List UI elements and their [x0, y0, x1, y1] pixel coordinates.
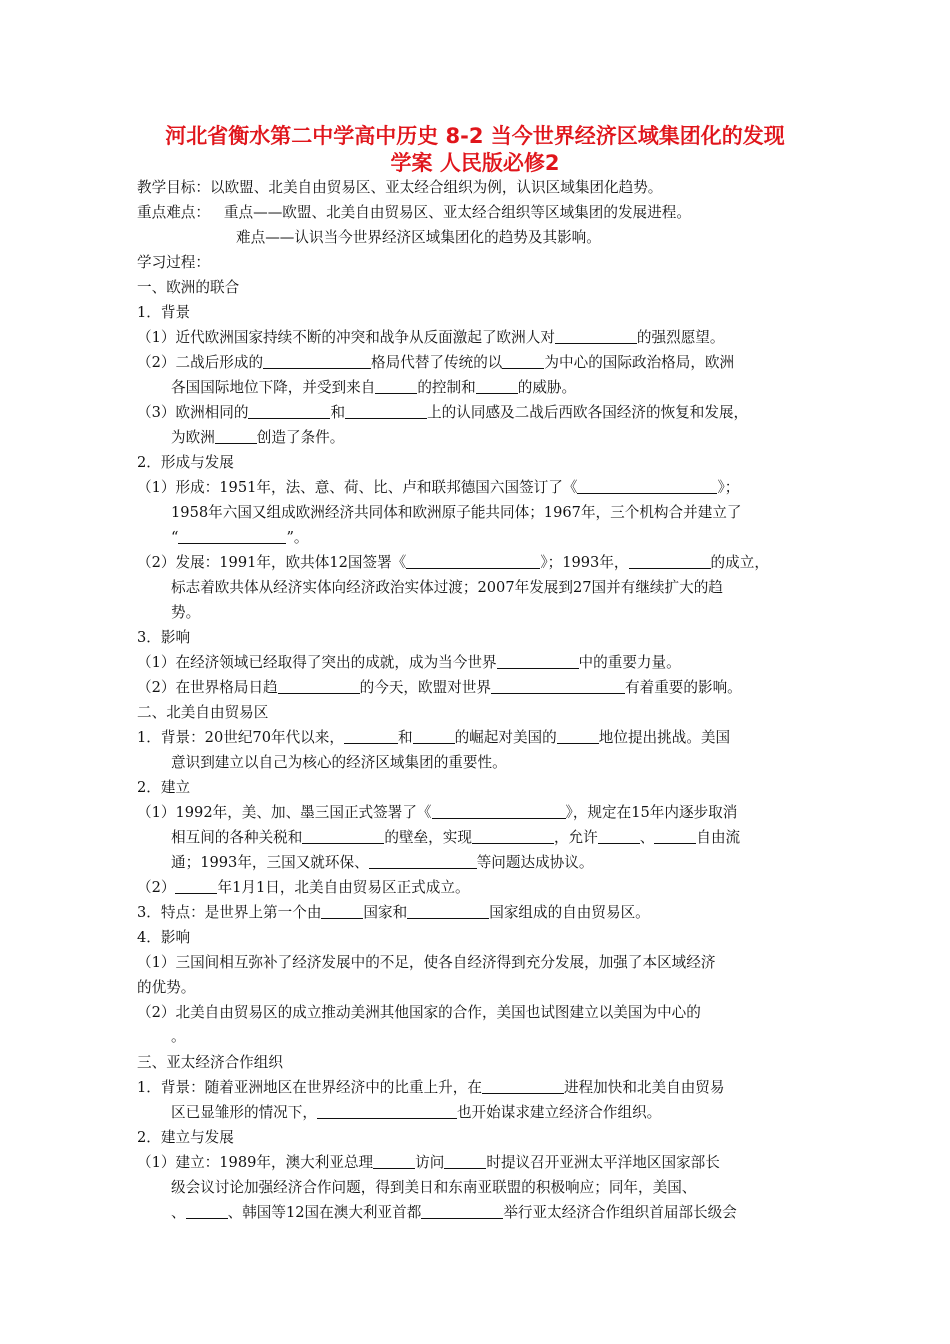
fill-blank[interactable] [302, 828, 384, 844]
s2-background: 1．背景：20世纪70年代以来， 和 的崛起对美国的 地位提出挑战。美国 [137, 729, 731, 746]
s1-inf-item-2: （2）在世界格局日趋 的今天，欧盟对世界 有着重要的影响。 [137, 679, 742, 696]
section-3-heading: 三、亚太经济合作组织 [137, 1054, 283, 1071]
s1-dev-item-2-cont2: 势。 [171, 604, 201, 621]
fill-blank[interactable] [482, 1078, 564, 1094]
s2-inf-item-1: （1）三国间相互弥补了经济发展中的不足，使各自经济得到充分发展，加强了本区域经济 [137, 954, 716, 971]
fill-blank[interactable] [175, 878, 217, 894]
teaching-goal: 教学目标：以欧盟、北美自由贸易区、亚太经合组织为例，认识区域集团化趋势。 [137, 179, 663, 196]
s3-est-item-1-cont2: 、 、韩国等12国在澳大利亚首都 举行亚太经济合作组织首届部长级会 [171, 1204, 737, 1221]
s1-bg-item-2: （2）二战后形成的 格局代替了传统的以 为中心的国际政治格局，欧洲 [137, 354, 735, 371]
s3-est-item-1: （1）建立：1989年，澳大利亚总理 访问 时提议召开亚洲太平洋地区国家部长 [137, 1154, 720, 1171]
s1-dev-item-2-cont: 标志着欧共体从经济实体向经济政治实体过渡；2007年发展到27国并有继续扩大的趋 [171, 579, 723, 596]
fill-blank[interactable] [406, 553, 540, 569]
s2-est-item-1-cont2: 通；1993年，三国又就环保、 等问题达成协议。 [171, 854, 594, 871]
s1-development-heading: 2．形成与发展 [137, 454, 234, 471]
difficulty: 难点——认识当今世界经济区域集团化的趋势及其影响。 [236, 229, 601, 246]
fill-blank[interactable] [555, 328, 637, 344]
fill-blank[interactable] [321, 903, 363, 919]
s3-establish-heading: 2．建立与发展 [137, 1129, 234, 1146]
title-line-2: 学案 人民版必修2 [390, 151, 560, 175]
s2-est-item-1-cont: 相互间的各种关税和 的壁垒，实现 ，允许 、 自由流 [171, 829, 741, 846]
s1-inf-item-1: （1）在经济领域已经取得了突出的成就，成为当今世界 中的重要力量。 [137, 654, 681, 671]
fill-blank[interactable] [421, 1203, 503, 1219]
fill-blank[interactable] [629, 553, 711, 569]
key-points: 重点难点： 重点——欧盟、北美自由贸易区、亚太经合组织等区域集团的发展进程。 [137, 204, 691, 221]
fill-blank[interactable] [502, 353, 544, 369]
s2-establish-heading: 2．建立 [137, 779, 191, 796]
s1-dev-item-2: （2）发展：1991年，欧共体12国签署《 》；1993年， 的成立， [137, 554, 769, 571]
fill-blank[interactable] [178, 528, 286, 544]
fill-blank[interactable] [444, 1153, 486, 1169]
s3-background: 1．背景：随着亚洲地区在世界经济中的比重上升，在 进程加快和北美自由贸易 [137, 1079, 725, 1096]
fill-blank[interactable] [497, 653, 579, 669]
fill-blank[interactable] [263, 353, 371, 369]
s1-bg-item-2-cont: 各国国际地位下降，并受到来自 的控制和 的威胁。 [171, 379, 577, 396]
title-line-1: 河北省衡水第二中学高中历史 8-2 当今世界经济区域集团化的发现 [165, 124, 785, 148]
s2-est-item-2: （2） 年1月1日，北美自由贸易区正式成立。 [137, 879, 470, 896]
s2-inf-item-2: （2）北美自由贸易区的成立推动美洲其他国家的合作，美国也试图建立以美国为中心的 [137, 1004, 701, 1021]
s1-dev-item-1-cont2: “ ”。 [171, 529, 309, 546]
fill-blank[interactable] [476, 378, 518, 394]
s1-dev-item-1-cont: 1958年六国又组成欧洲经济共同体和欧洲原子能共同体；1967年，三个机构合并建立了 [171, 504, 742, 521]
fill-blank[interactable] [491, 678, 625, 694]
fill-blank[interactable] [407, 903, 489, 919]
fill-blank[interactable] [369, 853, 477, 869]
s2-background-cont: 意识到建立以自己为核心的经济区域集团的重要性。 [171, 754, 507, 771]
s2-influence-heading: 4．影响 [137, 929, 191, 946]
fill-blank[interactable] [598, 828, 640, 844]
fill-blank[interactable] [345, 403, 427, 419]
fill-blank[interactable] [557, 728, 599, 744]
fill-blank[interactable] [317, 1103, 457, 1119]
s2-feature: 3．特点：是世界上第一个由 国家和 国家组成的自由贸易区。 [137, 904, 650, 921]
section-2-heading: 二、北美自由贸易区 [137, 704, 269, 721]
s1-bg-item-1: （1）近代欧洲国家持续不断的冲突和战争从反面激起了欧洲人对 的强烈愿望。 [137, 329, 725, 346]
fill-blank[interactable] [577, 478, 717, 494]
fill-blank[interactable] [375, 378, 417, 394]
s1-influence-heading: 3．影响 [137, 629, 191, 646]
s2-est-item-1: （1）1992年，美、加、墨三国正式签署了《 》，规定在15年内逐步取消 [137, 804, 738, 821]
s1-bg-item-3: （3）欧洲相同的 和 上的认同感及二战后西欧各国经济的恢复和发展， [137, 404, 749, 421]
fill-blank[interactable] [186, 1203, 228, 1219]
fill-blank[interactable] [413, 728, 455, 744]
s2-inf-item-2-cont: 。 [171, 1028, 186, 1045]
fill-blank[interactable] [472, 828, 554, 844]
fill-blank[interactable] [215, 428, 257, 444]
fill-blank[interactable] [278, 678, 360, 694]
s2-inf-item-1-cont: 的优势。 [137, 979, 196, 996]
fill-blank[interactable] [344, 728, 398, 744]
s3-est-item-1-cont: 级会议讨论加强经济合作问题，得到美日和东南亚联盟的积极响应；同年，美国、 [171, 1179, 697, 1196]
fill-blank[interactable] [248, 403, 330, 419]
fill-blank[interactable] [654, 828, 696, 844]
s3-background-cont: 区已显雏形的情况下， 也开始谋求建立经济合作组织。 [171, 1104, 662, 1121]
learning-process: 学习过程： [137, 254, 210, 271]
s1-background-heading: 1．背景 [137, 304, 191, 321]
fill-blank[interactable] [373, 1153, 415, 1169]
section-1-heading: 一、欧洲的联合 [137, 279, 240, 296]
s1-dev-item-1: （1）形成：1951年，法、意、荷、比、卢和联邦德国六国签订了《 》； [137, 479, 740, 496]
s1-bg-item-3-cont: 为欧洲 创造了条件。 [171, 429, 345, 446]
fill-blank[interactable] [432, 803, 566, 819]
